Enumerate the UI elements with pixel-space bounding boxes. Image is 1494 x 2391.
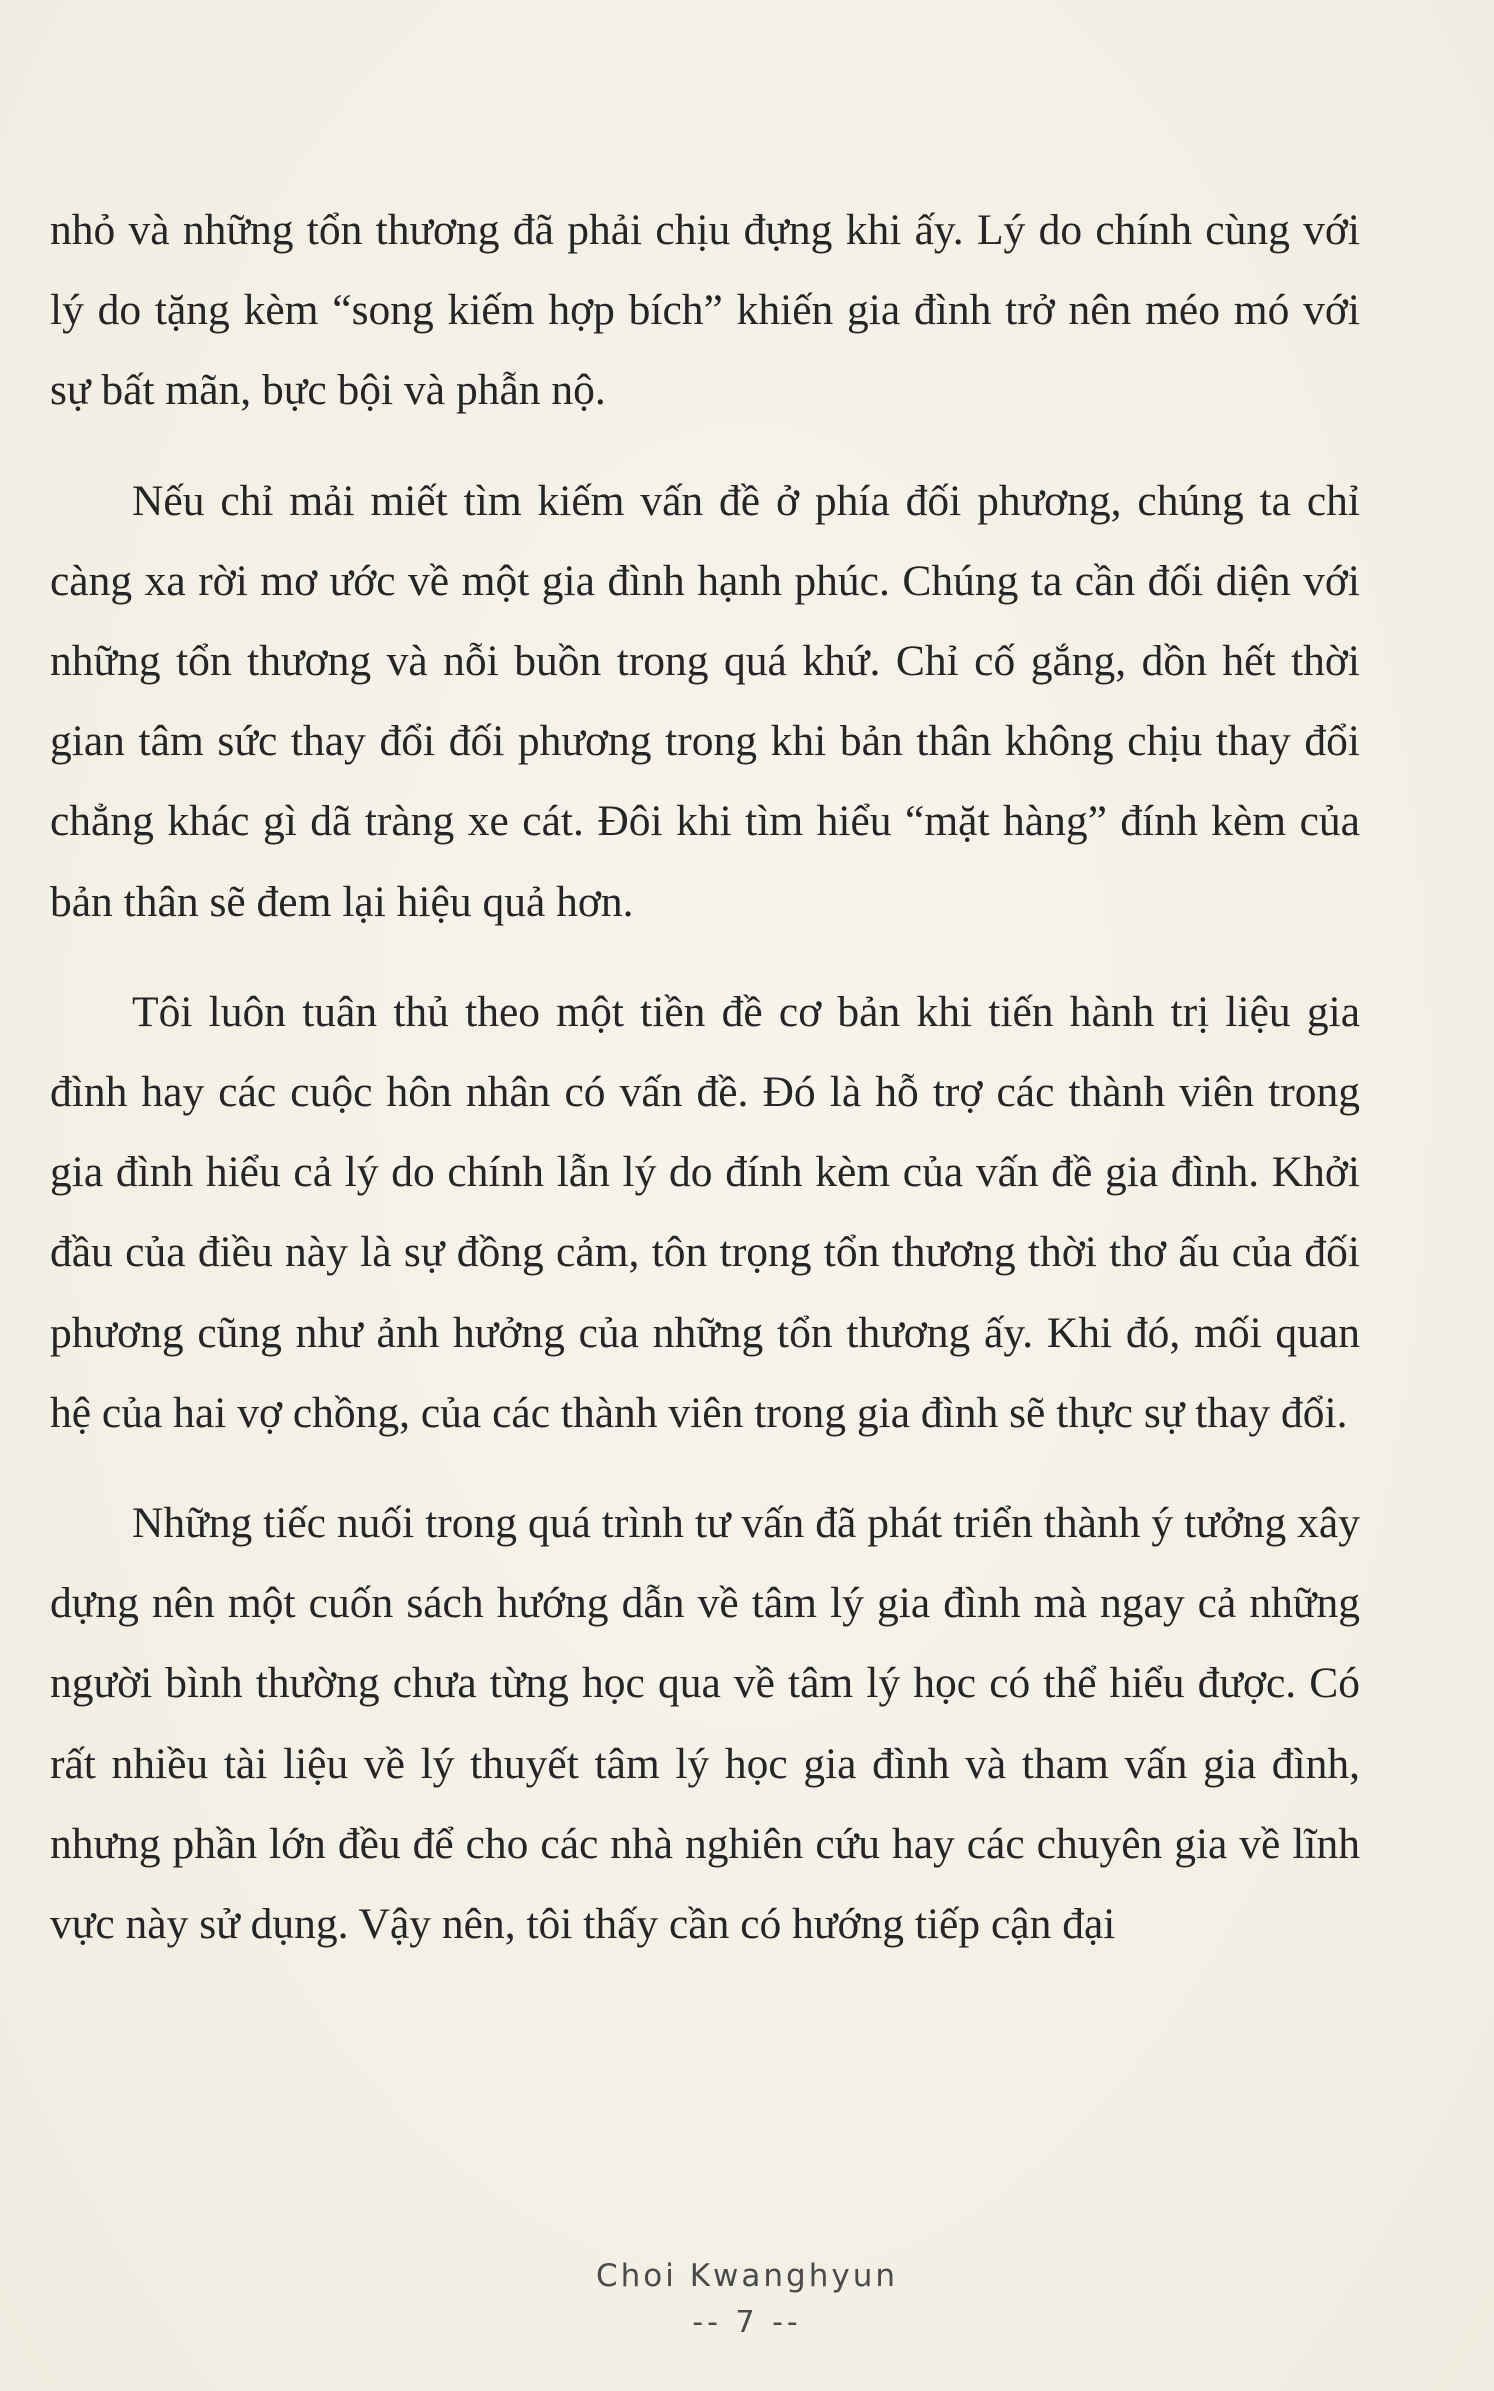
page-number: -- 7 -- [692, 2305, 802, 2340]
paragraph-2: Nếu chỉ mải miết tìm kiếm vấn đề ở phía đối phương, chúng ta chỉ càng xa rời mơ ước về một gia đình hạnh phúc. Chúng ta cần đối diện với những tổn thương và nỗi buồn trong quá khứ. Chỉ cố gắng, dồn hết thời gian tâm sức thay đổi đối phương trong khi bản thân không chịu thay đổi chẳng khác gì dã tràng xe cát. Đôi khi tìm hiểu “mặt hàng” đính kèm của bản thân sẽ đem lại hiệu quả hơn. [50, 476, 1360, 926]
paragraph-4: Những tiếc nuối trong quá trình tư vấn đã phát triển thành ý tưởng xây dựng nên một cuốn sách hướng dẫn về tâm lý gia đình mà ngay cả những người bình thường chưa từng học qua về tâm lý học có thể hiểu được. Có rất nhiều tài liệu về lý thuyết tâm lý học gia đình và tham vấn gia đình, nhưng phần lớn đều để cho các nhà nghiên cứu hay các chuyên gia về lĩnh vực này sử dụng. Vậy nên, tôi thấy cần có hướng tiếp cận đại [50, 1499, 1360, 1949]
paragraph-3: Tôi luôn tuân thủ theo một tiền đề cơ bản khi tiến hành trị liệu gia đình hay các cuộc hôn nhân có vấn đề. Đó là hỗ trợ các thành viên trong gia đình hiểu cả lý do chính lẫn lý do đính kèm của vấn đề gia đình. Khởi đầu của điều này là sự đồng cảm, tôn trọng tổn thương thời thơ ấu của đối phương cũng như ảnh hưởng của những tổn thương ấy. Khi đó, mối quan hệ của hai vợ chồng, của các thành viên trong gia đình sẽ thực sự thay đổi. [50, 987, 1360, 1437]
paragraph-1: nhỏ và những tổn thương đã phải chịu đựng khi ấy. Lý do chính cùng với lý do tặng kèm “song kiếm hợp bích” khiến gia đình trở nên méo mó với sự bất mãn, bực bội và phẫn nộ. [50, 206, 1360, 415]
footer-author: Choi Kwanghyun [595, 2258, 899, 2294]
body-text [50, 190, 1360, 1964]
